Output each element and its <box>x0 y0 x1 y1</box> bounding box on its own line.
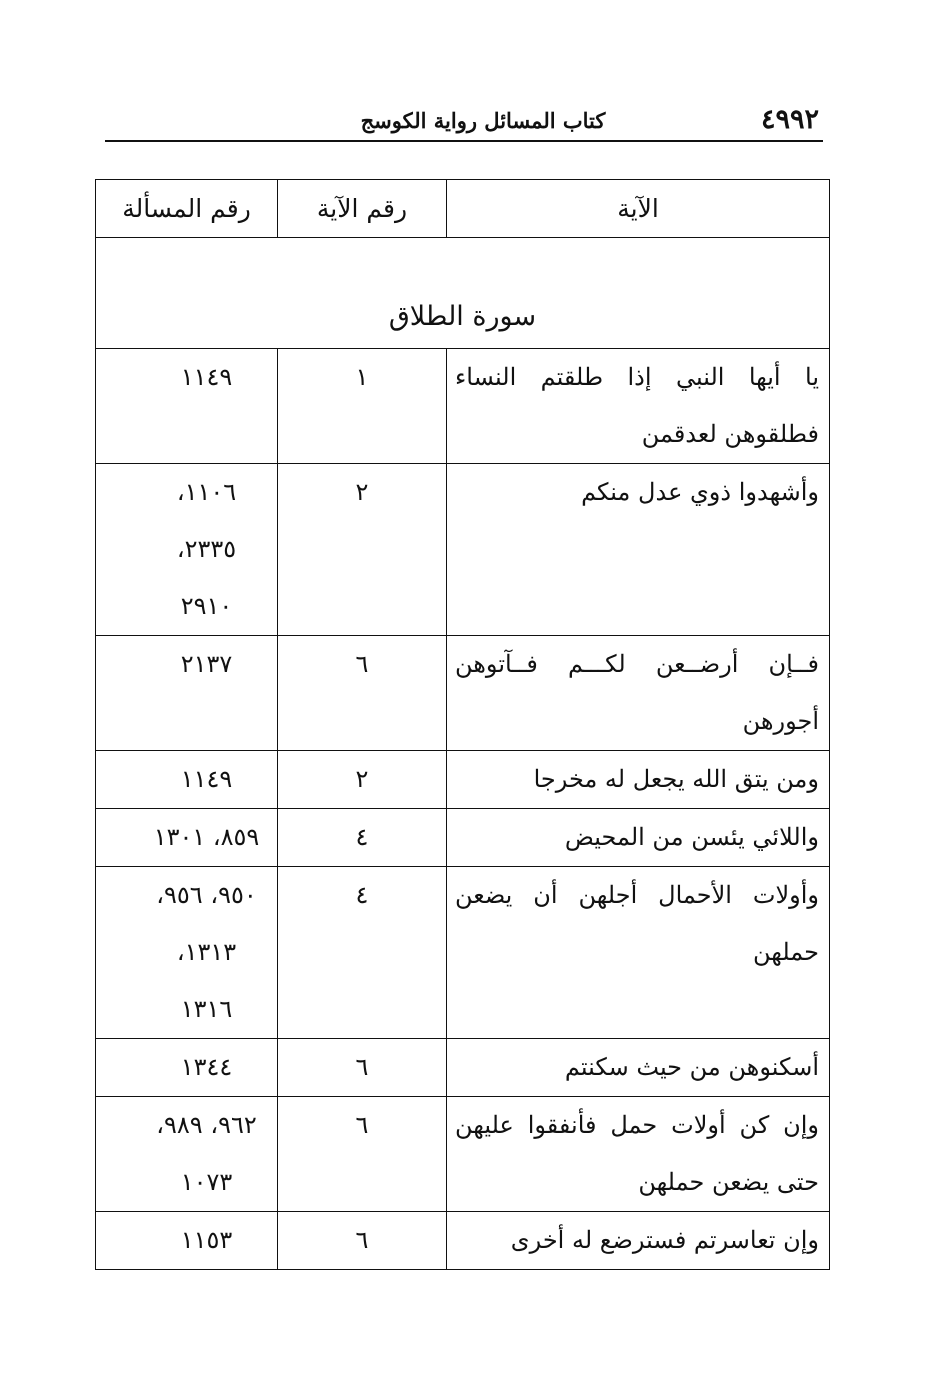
masala-number-cell <box>96 349 278 464</box>
masala-number-line: ٩٦٢، ٩٨٩، <box>156 1111 257 1139</box>
table-row <box>96 751 830 809</box>
masala-number-line: ١١٤٩ <box>180 363 233 391</box>
ayah-cell <box>447 636 830 751</box>
surah-title-row <box>96 238 830 349</box>
masala-number-line: ١٣١٣، <box>176 938 237 966</box>
surah-title: سورة الطلاق <box>388 301 537 332</box>
column-header-ayah: الآية <box>447 180 830 238</box>
ayah-text-line: يا أيها النبي إذا طلقتم النساء <box>455 363 819 391</box>
masala-number-line: ١١٤٩ <box>180 765 233 793</box>
ayah-text-line: وإن كن أولات حمل فأنفقوا عليهن <box>455 1111 819 1139</box>
table-row <box>96 349 830 464</box>
table-row <box>96 1039 830 1097</box>
page-header <box>105 102 823 142</box>
masala-number-cell <box>96 1039 278 1097</box>
masala-number-cell <box>96 867 278 1039</box>
ayah-number-cell: ٢ <box>278 464 447 636</box>
ayah-text-line: حتى يضعن حملهن <box>638 1168 819 1196</box>
ayah-text-line: أجورهن <box>742 707 819 735</box>
table-row <box>96 1212 830 1270</box>
ayah-number-cell: ٢ <box>278 751 447 809</box>
masala-number-line: ٨٥٩، ١٣٠١ <box>153 823 260 851</box>
masala-number-line: ١١٠٦، <box>176 478 237 506</box>
ayah-number-cell: ٦ <box>278 1212 447 1270</box>
ayah-text-line: وإن تعاسرتم فسترضع له أخرى <box>510 1226 819 1254</box>
masala-number-cell <box>96 464 278 636</box>
ayah-cell <box>447 809 830 867</box>
ayah-number-cell: ٦ <box>278 636 447 751</box>
ayah-cell <box>447 1097 830 1212</box>
ayah-text-line: فطلقوهن لعدقمن <box>641 420 819 448</box>
masala-number-line: ٢٣٣٥، <box>176 535 237 563</box>
masala-number-cell <box>96 1212 278 1270</box>
book-title: كتاب المسائل رواية الكوسج <box>360 108 606 133</box>
masala-number-line: ٢٩١٠ <box>180 592 233 620</box>
ayah-text-line: واللائي يئسن من المحيض <box>564 823 819 851</box>
ayah-text-line: أسكنوهن من حيث سكنتم <box>564 1053 819 1081</box>
masala-number-line: ٩٥٠، ٩٥٦، <box>156 881 257 909</box>
ayah-text-line: حملهن <box>753 938 819 966</box>
masala-number-cell <box>96 809 278 867</box>
masala-number-cell <box>96 636 278 751</box>
table-row <box>96 464 830 636</box>
masala-number-line: ٢١٣٧ <box>180 650 233 678</box>
table-row <box>96 1097 830 1212</box>
table-row <box>96 636 830 751</box>
ayah-cell <box>447 1039 830 1097</box>
column-header-masala-number: رقم المسألة <box>96 180 278 238</box>
ayah-number-cell: ٦ <box>278 1039 447 1097</box>
ayah-number-cell: ٤ <box>278 809 447 867</box>
masala-number-line: ١٠٧٣ <box>180 1168 233 1196</box>
ayah-text-line: فــإن أرضــعن لكـــم فــآتوهن <box>455 650 819 678</box>
table-row <box>96 867 830 1039</box>
ayah-number-cell: ٦ <box>278 1097 447 1212</box>
masala-number-line: ١١٥٣ <box>180 1226 233 1254</box>
masala-number-line: ١٣١٦ <box>180 995 233 1023</box>
ayah-text-line: وأشهدوا ذوي عدل منكم <box>581 478 819 506</box>
ayah-number-cell: ٤ <box>278 867 447 1039</box>
ayah-number-cell: ١ <box>278 349 447 464</box>
ayah-text-line: وأولات الأحمال أجلهن أن يضعن <box>455 881 819 909</box>
column-header-ayah-number: رقم الآية <box>278 180 447 238</box>
ayah-text-line: ومن يتق الله يجعل له مخرجا <box>533 765 819 793</box>
page-number: ٤٩٩٢ <box>760 104 819 135</box>
masala-number-cell <box>96 1097 278 1212</box>
table-row <box>96 809 830 867</box>
ayah-cell <box>447 1212 830 1270</box>
surah-title-cell <box>96 238 830 349</box>
masala-number-line: ١٣٤٤ <box>180 1053 233 1081</box>
masala-number-cell <box>96 751 278 809</box>
ayah-cell <box>447 349 830 464</box>
table-header-row <box>96 180 830 238</box>
ayah-index-table <box>95 179 830 1270</box>
ayah-cell <box>447 751 830 809</box>
ayah-cell <box>447 464 830 636</box>
ayah-cell <box>447 867 830 1039</box>
